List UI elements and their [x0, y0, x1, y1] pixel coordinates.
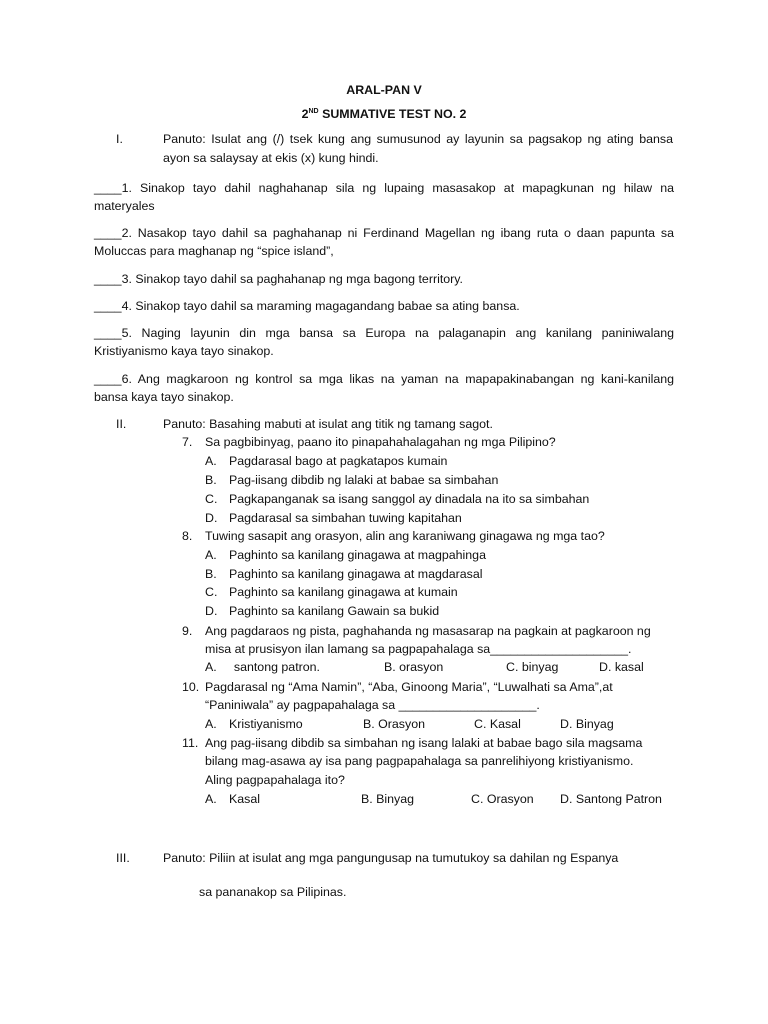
q7-choice-d-letter: D. [205, 511, 218, 525]
item-5-line2: Kristiyanismo kaya tayo sinakop. [94, 344, 274, 358]
q9-choice-a: santong patron. [227, 660, 320, 674]
item-6-line1: ____6. Ang magkaroon ng kontrol sa mga likas na yaman na mapapakinabangan ng kani-kanilang [94, 372, 674, 386]
q7-text: Sa pagbibinyag, paano ito pinapahahalagahan ng mga Pilipino? [205, 435, 556, 449]
q7-choice-b-letter: B. [205, 473, 217, 487]
q11-number: 11. [182, 736, 199, 750]
q8-choice-d-letter: D. [205, 604, 218, 618]
q8-choice-b-letter: B. [205, 567, 217, 581]
part1-instruction-line2: ayon sa salaysay at ekis (x) kung hindi. [163, 151, 379, 165]
q11-line3: Aling pagpapahalaga ito? [205, 773, 345, 787]
q11-choice-a: Kasal [229, 792, 260, 806]
item-1-line1: ____1. Sinakop tayo dahil naghahanap sila ng lupaing masasakop at mapagkunan ng hilaw na [94, 181, 674, 195]
item-2-line1: ____2. Nasakop tayo dahil sa paghahanap ni Ferdinand Magellan ng ibang ruta o daan papunta sa [94, 226, 674, 240]
q9-line1: Ang pagdaraos ng pista, paghahanda ng masasarap na pagkain at pagkaroon ng [205, 624, 651, 638]
q11-line1: Ang pag-iisang dibdib sa simbahan ng isang lalaki at babae bago sila magsama [205, 736, 643, 750]
q10-choice-c: C. Kasal [474, 717, 521, 731]
item-4: ____4. Sinakop tayo dahil sa maraming magagandang babae sa ating bansa. [94, 299, 520, 313]
q10-choice-b: B. Orasyon [363, 717, 425, 731]
part2-instruction: Panuto: Basahing mabuti at isulat ang titik ng tamang sagot. [163, 417, 493, 431]
q9-choice-b: B. orasyon [384, 660, 444, 674]
q9-number: 9. [182, 624, 193, 638]
q7-choice-a-letter: A. [205, 454, 217, 468]
part1-instruction-line1: Panuto: Isulat ang (/) tsek kung ang sumusunod ay layunin sa pagsakop ng ating bansa [163, 132, 673, 146]
subtitle-ordinal: ND [308, 108, 319, 115]
q11-line2: bilang mag-asawa ay isa pang pagpapahalaga sa panrelihiyong kristiyanismo. [205, 754, 634, 768]
q8-text: Tuwing sasapit ang orasyon, alin ang karaniwang ginagawa ng mga tao? [205, 529, 605, 543]
q9-line2: misa at prusisyon ilan lamang sa pagpapahalaga sa____________________. [205, 642, 632, 656]
q11-choice-c: C. Orasyon [471, 792, 534, 806]
part3-instruction-line1: Panuto: Piliin at isulat ang mga pangungusap na tumutukoy sa dahilan ng Espanya [163, 851, 619, 865]
q7-choice-a: Pagdarasal bago at pagkatapos kumain [229, 454, 448, 468]
q7-choice-c: Pagkapanganak sa isang sanggol ay dinadala na ito sa simbahan [229, 492, 590, 506]
q9-choice-a-letter: A. [205, 660, 217, 674]
q8-choice-c-letter: C. [205, 585, 218, 599]
part3-numeral: III. [116, 851, 130, 865]
q8-choice-d: Paghinto sa kanilang Gawain sa bukid [229, 604, 440, 618]
q9-choice-c: C. binyag [506, 660, 559, 674]
q8-choice-c: Paghinto sa kanilang ginagawa at kumain [229, 585, 458, 599]
item-1-line2: materyales [94, 199, 155, 213]
q7-choice-b: Pag-iisang dibdib ng lalaki at babae sa simbahan [229, 473, 499, 487]
q8-choice-a-letter: A. [205, 548, 217, 562]
part3-instruction-line2: sa pananakop sa Pilipinas. [199, 885, 347, 899]
item-2-line2: Moluccas para maghanap ng “spice island”, [94, 244, 334, 258]
q10-choice-a-letter: A. [205, 717, 217, 731]
q10-line1: Pagdarasal ng “Ama Namin”, “Aba, Ginoong Maria”, “Luwalhati sa Ama”,at [205, 680, 613, 694]
q8-choice-b: Paghinto sa kanilang ginagawa at magdarasal [229, 567, 483, 581]
item-3: ____3. Sinakop tayo dahil sa paghahanap ng mga bagong territory. [94, 272, 464, 286]
item-5-line1: ____5. Naging layunin din mga bansa sa Europa na palaganapin ang kanilang paniniwalang [94, 326, 674, 340]
document-subtitle [0, 105, 768, 123]
document-title: ARAL-PAN V [346, 83, 422, 97]
q11-choice-b: B. Binyag [361, 792, 415, 806]
q8-choice-a: Paghinto sa kanilang ginagawa at magpahinga [229, 548, 486, 562]
item-6-line2: bansa kaya tayo sinakop. [94, 390, 234, 404]
q10-choice-a: Kristiyanismo [229, 717, 303, 731]
q9-choice-d: D. kasal [599, 660, 644, 674]
q10-line2: “Paniniwala” ay pagpapahalaga sa ____________________. [205, 698, 540, 712]
subtitle-text: SUMMATIVE TEST NO. 2 [318, 107, 467, 121]
q10-choice-d: D. Binyag [560, 717, 614, 731]
subtitle-number: 2 [301, 107, 309, 121]
q8-number: 8. [182, 529, 193, 543]
q7-choice-c-letter: C. [205, 492, 218, 506]
q11-choice-a-letter: A. [205, 792, 217, 806]
q7-number: 7. [182, 435, 193, 449]
part1-numeral: I. [116, 132, 123, 146]
q10-number: 10. [182, 680, 200, 694]
q7-choice-d: Pagdarasal sa simbahan tuwing kapitahan [229, 511, 462, 525]
part2-numeral: II. [116, 417, 127, 431]
q11-choice-d: D. Santong Patron [560, 792, 662, 806]
